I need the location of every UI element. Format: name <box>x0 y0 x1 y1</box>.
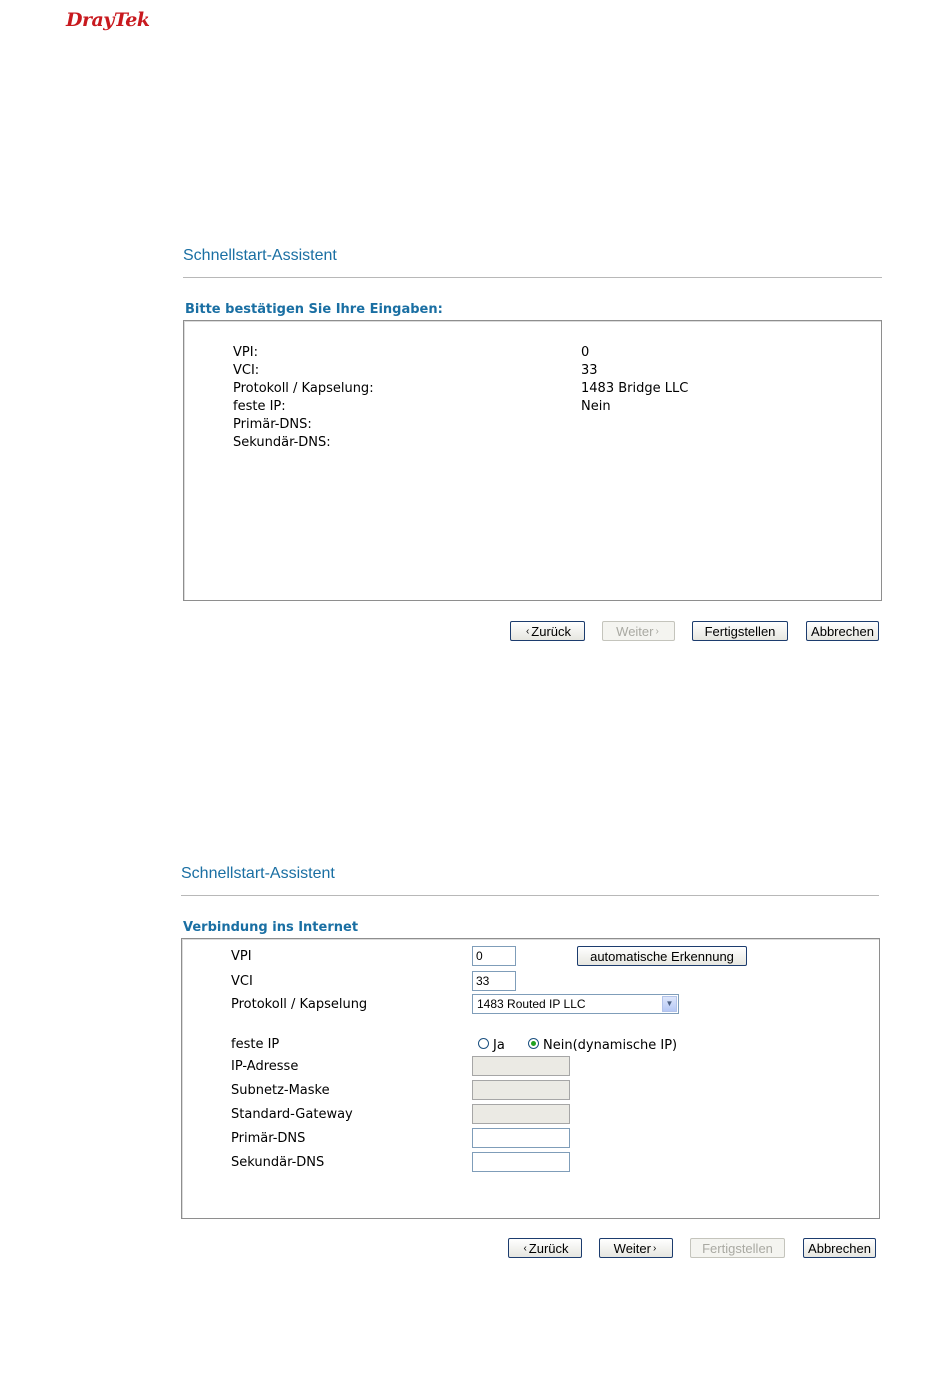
ip-address-input[interactable] <box>472 1056 570 1076</box>
protocol-selected-value: 1483 Routed IP LLC <box>477 997 586 1011</box>
gateway-label: Standard-Gateway <box>231 1107 353 1122</box>
section-subtitle: Verbindung ins Internet <box>183 920 359 935</box>
summary-box <box>183 320 882 601</box>
cancel-button-label: Abbrechen <box>808 1240 871 1256</box>
vci-label: VCI <box>231 974 253 989</box>
secondary-dns-input[interactable] <box>472 1152 570 1172</box>
subnet-mask-input[interactable] <box>472 1080 570 1100</box>
fixed-ip-no-label: Nein(dynamische IP) <box>543 1038 678 1053</box>
next-button[interactable] <box>602 621 675 641</box>
chevron-right-icon: › <box>652 1242 657 1254</box>
next-button-label: Weiter <box>616 623 654 639</box>
chevron-left-icon: ‹ <box>523 1242 527 1254</box>
section-subtitle: Bitte bestätigen Sie Ihre Eingaben: <box>185 302 443 317</box>
auto-detect-button[interactable] <box>577 946 747 966</box>
ip-address-label: IP-Adresse <box>231 1059 299 1074</box>
primary-dns-label: Primär-DNS <box>231 1131 306 1146</box>
fixed-ip-no-radio[interactable] <box>528 1038 539 1049</box>
next-button[interactable] <box>599 1238 673 1258</box>
summary-value-vpi: 0 <box>581 345 590 360</box>
back-button[interactable] <box>508 1238 582 1258</box>
divider <box>181 895 879 896</box>
vpi-label: VPI <box>231 949 252 964</box>
back-button-label: Zurück <box>531 623 572 639</box>
chevron-right-icon: › <box>655 625 659 637</box>
summary-value-protocol: 1483 Bridge LLC <box>581 381 689 396</box>
vpi-input[interactable]: 0 <box>472 946 516 966</box>
protocol-select[interactable] <box>472 994 679 1014</box>
fixed-ip-yes-label: Ja <box>493 1038 505 1053</box>
page-title: Schnellstart-Assistent <box>183 247 337 264</box>
connection-form-box <box>181 938 880 1219</box>
draytek-logo: DrayTek <box>66 9 150 31</box>
summary-value-fixed-ip: Nein <box>581 399 611 414</box>
summary-label-protocol: Protokoll / Kapselung: <box>233 381 374 396</box>
finish-button-label: Fertigstellen <box>704 623 776 639</box>
cancel-button-label: Abbrechen <box>811 623 874 639</box>
summary-label-vci: VCI: <box>233 363 260 378</box>
secondary-dns-label: Sekundär-DNS <box>231 1155 325 1170</box>
vci-input[interactable]: 33 <box>472 971 516 991</box>
auto-detect-label: automatische Erkennung <box>590 948 734 964</box>
page-title: Schnellstart-Assistent <box>181 865 335 882</box>
chevron-down-icon[interactable]: ▼ <box>662 996 677 1012</box>
cancel-button[interactable] <box>806 621 879 641</box>
fixed-ip-yes-radio[interactable] <box>478 1038 489 1049</box>
cancel-button[interactable] <box>803 1238 876 1258</box>
next-button-label: Weiter <box>613 1240 651 1256</box>
back-button-label: Zurück <box>528 1240 569 1256</box>
finish-button[interactable] <box>690 1238 785 1258</box>
divider <box>183 277 882 278</box>
gateway-input[interactable] <box>472 1104 570 1124</box>
finish-button-label: Fertigstellen <box>702 1240 773 1256</box>
summary-value-vci: 33 <box>581 363 598 378</box>
chevron-left-icon: ‹ <box>525 625 530 637</box>
back-button[interactable] <box>510 621 585 641</box>
summary-label-fixed-ip: feste IP: <box>233 399 286 414</box>
protocol-label: Protokoll / Kapselung <box>231 997 368 1012</box>
finish-button[interactable] <box>692 621 788 641</box>
primary-dns-input[interactable] <box>472 1128 570 1148</box>
fixed-ip-label: feste IP <box>231 1037 280 1052</box>
subnet-mask-label: Subnetz-Maske <box>231 1083 330 1098</box>
summary-label-primary-dns: Primär-DNS: <box>233 417 312 432</box>
summary-label-vpi: VPI: <box>233 345 258 360</box>
summary-label-secondary-dns: Sekundär-DNS: <box>233 435 331 450</box>
